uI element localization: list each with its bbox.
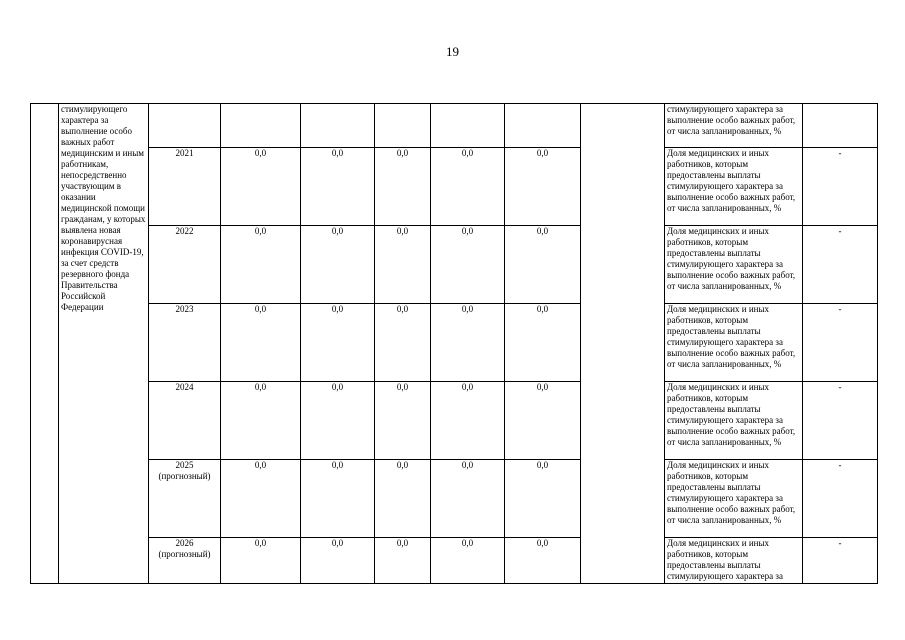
- value-cell: 0,0: [301, 226, 375, 304]
- table-row: [31, 304, 878, 382]
- value-cell: [431, 104, 505, 148]
- value-cell: [505, 104, 581, 148]
- indicator-value-cell: -: [803, 148, 878, 226]
- indicator-cell: Доля медицинских и иных работников, которым предоставлены выплаты стимулирующего характера за выполнение особо важных работ, от числа запланированных, %: [665, 460, 803, 538]
- program-table: [30, 103, 878, 584]
- year-label: 2024: [175, 382, 194, 392]
- value-cell: 0,0: [505, 226, 581, 304]
- value-cell: 0,0: [505, 382, 581, 460]
- value-cell: 0,0: [375, 382, 431, 460]
- value-cell: 0,0: [505, 538, 581, 584]
- table-row: [31, 226, 878, 304]
- year-label: 2025: [175, 460, 194, 470]
- year-note: (прогнозный): [158, 549, 211, 559]
- indicator-cell: Доля медицинских и иных работников, которым предоставлены выплаты стимулирующего характера за выполнение особо важных работ, от числа запланированных, %: [665, 226, 803, 304]
- indicator-cell: стимулирующего характера за выполнение особо важных работ, от числа запланированных, %: [665, 104, 803, 148]
- table-row: [31, 104, 878, 148]
- value-cell: [221, 104, 301, 148]
- year-label: 2026: [175, 538, 194, 548]
- value-cell: 0,0: [375, 460, 431, 538]
- value-cell: 0,0: [221, 538, 301, 584]
- value-cell: 0,0: [221, 382, 301, 460]
- indicator-value-cell: -: [803, 460, 878, 538]
- description-cell: стимулирующего характера за выполнение особо важных работ медицинским и иным работникам, непосредственно участвующим в оказании медицинской помощи гражданам, у которых выявлена новая коронавирусная инфекция COVID-19, за счет средств резервного фонда Правительства Российской Федерации: [59, 104, 149, 584]
- row-number-cell: [31, 104, 59, 584]
- indicator-value-cell: -: [803, 538, 878, 584]
- value-cell: 0,0: [505, 148, 581, 226]
- year-cell: [149, 304, 221, 382]
- value-cell: 0,0: [221, 226, 301, 304]
- value-cell: 0,0: [301, 148, 375, 226]
- value-cell: 0,0: [221, 304, 301, 382]
- indicator-value-cell: [803, 104, 878, 148]
- year-cell: [149, 104, 221, 148]
- indicator-cell: Доля медицинских и иных работников, которым предоставлены выплаты стимулирующего характера за: [665, 538, 803, 584]
- empty-cell: [581, 104, 665, 584]
- page-number: 19: [446, 44, 459, 59]
- value-cell: 0,0: [431, 460, 505, 538]
- indicator-value-cell: -: [803, 304, 878, 382]
- table-row: [31, 538, 878, 584]
- value-cell: [375, 104, 431, 148]
- year-cell: [149, 148, 221, 226]
- value-cell: 0,0: [375, 148, 431, 226]
- year-cell: [149, 538, 221, 584]
- indicator-value-cell: -: [803, 382, 878, 460]
- year-label: 2023: [175, 304, 194, 314]
- value-cell: [301, 104, 375, 148]
- value-cell: 0,0: [375, 304, 431, 382]
- indicator-cell: Доля медицинских и иных работников, которым предоставлены выплаты стимулирующего характера за выполнение особо важных работ, от числа запланированных, %: [665, 382, 803, 460]
- year-note: (прогнозный): [158, 471, 211, 481]
- year-cell: [149, 382, 221, 460]
- value-cell: 0,0: [431, 538, 505, 584]
- value-cell: 0,0: [221, 460, 301, 538]
- value-cell: 0,0: [431, 382, 505, 460]
- value-cell: 0,0: [301, 304, 375, 382]
- indicator-cell: Доля медицинских и иных работников, которым предоставлены выплаты стимулирующего характера за выполнение особо важных работ, от числа запланированных, %: [665, 304, 803, 382]
- value-cell: 0,0: [375, 538, 431, 584]
- table-row: [31, 148, 878, 226]
- value-cell: 0,0: [505, 304, 581, 382]
- table-row: [31, 382, 878, 460]
- year-label: 2022: [175, 226, 194, 236]
- value-cell: 0,0: [505, 460, 581, 538]
- indicator-value-cell: -: [803, 226, 878, 304]
- value-cell: 0,0: [431, 226, 505, 304]
- value-cell: 0,0: [431, 304, 505, 382]
- year-cell: [149, 460, 221, 538]
- value-cell: 0,0: [301, 460, 375, 538]
- value-cell: 0,0: [301, 538, 375, 584]
- table-row: [31, 460, 878, 538]
- year-label: 2021: [175, 148, 194, 158]
- indicator-cell: Доля медицинских и иных работников, которым предоставлены выплаты стимулирующего характера за выполнение особо важных работ, от числа запланированных, %: [665, 148, 803, 226]
- year-cell: [149, 226, 221, 304]
- value-cell: 0,0: [221, 148, 301, 226]
- value-cell: 0,0: [301, 382, 375, 460]
- value-cell: 0,0: [431, 148, 505, 226]
- value-cell: 0,0: [375, 226, 431, 304]
